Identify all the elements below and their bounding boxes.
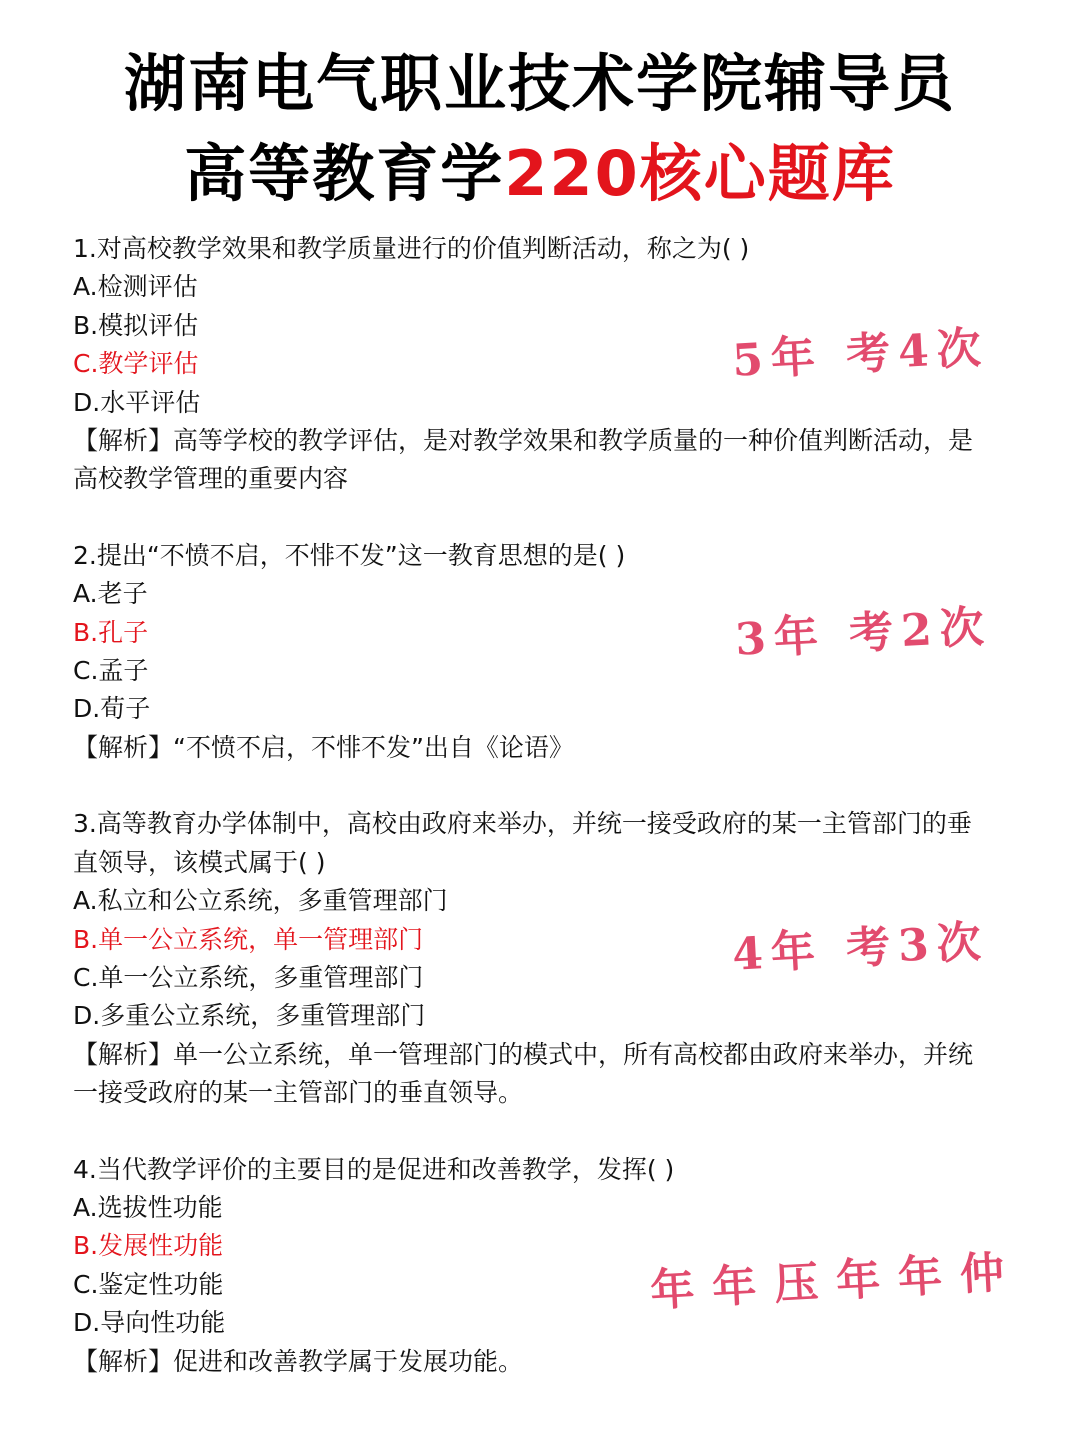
frequency-stamp-q2: 3年 考2次 xyxy=(734,601,993,666)
question-list xyxy=(73,230,1023,1419)
option: C.单一公立系统，多重管理部门 xyxy=(73,962,424,992)
page-title-subject: 高等教育学 xyxy=(184,137,505,210)
correct-option: B.发展性功能 xyxy=(73,1231,224,1261)
option: B.模拟评估 xyxy=(73,310,199,340)
option: C.鉴定性功能 xyxy=(73,1269,224,1299)
question-stem: 1.对高校教学效果和教学质量进行的价值判断活动，称之为( ) xyxy=(73,234,750,263)
analysis-text: 【解析】高等学校的教学评估，是对教学效果和教学质量的一种价值判断活动，是 xyxy=(73,426,974,456)
frequency-stamp-q1: 5年 考4次 xyxy=(731,322,990,387)
question-stem: 直领导，该模式属于( ) xyxy=(73,847,326,877)
option: D.荀子 xyxy=(73,694,151,724)
correct-option: B.单一公立系统，单一管理部门 xyxy=(73,924,424,954)
analysis-text: 【解析】“不愤不启，不悱不发”出自《论语》 xyxy=(73,732,574,762)
page-title-line1: 湖南电气职业技术学院辅导员 xyxy=(123,47,956,120)
page-title-line2 xyxy=(0,134,1080,214)
frequency-stamp-q3: 4年 考3次 xyxy=(731,916,990,981)
correct-option: B.孔子 xyxy=(73,617,149,647)
option: D.导向性功能 xyxy=(73,1308,226,1338)
question-stem: 2.提出“不愤不启，不悱不发”这一教育思想的是( ) xyxy=(73,540,626,570)
option: C.孟子 xyxy=(73,656,149,686)
frequency-stamp-q4: 年年压年年仲 xyxy=(649,1246,1024,1317)
analysis-text: 【解析】促进和改善教学属于发展功能。 xyxy=(73,1346,524,1376)
option: A.检测评估 xyxy=(73,272,198,302)
question-stem: 3.高等教育办学体制中，高校由政府来举办，并统一接受政府的某一主管部门的垂 xyxy=(73,809,972,839)
analysis-text: 一接受政府的某一主管部门的垂直领导。 xyxy=(73,1078,524,1108)
option: A.选拔性功能 xyxy=(73,1192,223,1222)
analysis-text: 高校教学管理的重要内容 xyxy=(73,464,349,494)
option: D.多重公立系统，多重管理部门 xyxy=(73,1001,426,1031)
page-title-highlight: 220核心题库 xyxy=(504,137,896,210)
option: A.老子 xyxy=(73,579,148,609)
question-stem: 4.当代教学评价的主要目的是促进和改善教学，发挥( ) xyxy=(73,1154,675,1184)
correct-option: C.教学评估 xyxy=(73,349,199,379)
option: D.水平评估 xyxy=(73,387,201,417)
analysis-text: 【解析】单一公立系统，单一管理部门的模式中，所有高校都由政府来举办，并统 xyxy=(73,1039,974,1069)
option: A.私立和公立系统，多重管理部门 xyxy=(73,886,448,916)
